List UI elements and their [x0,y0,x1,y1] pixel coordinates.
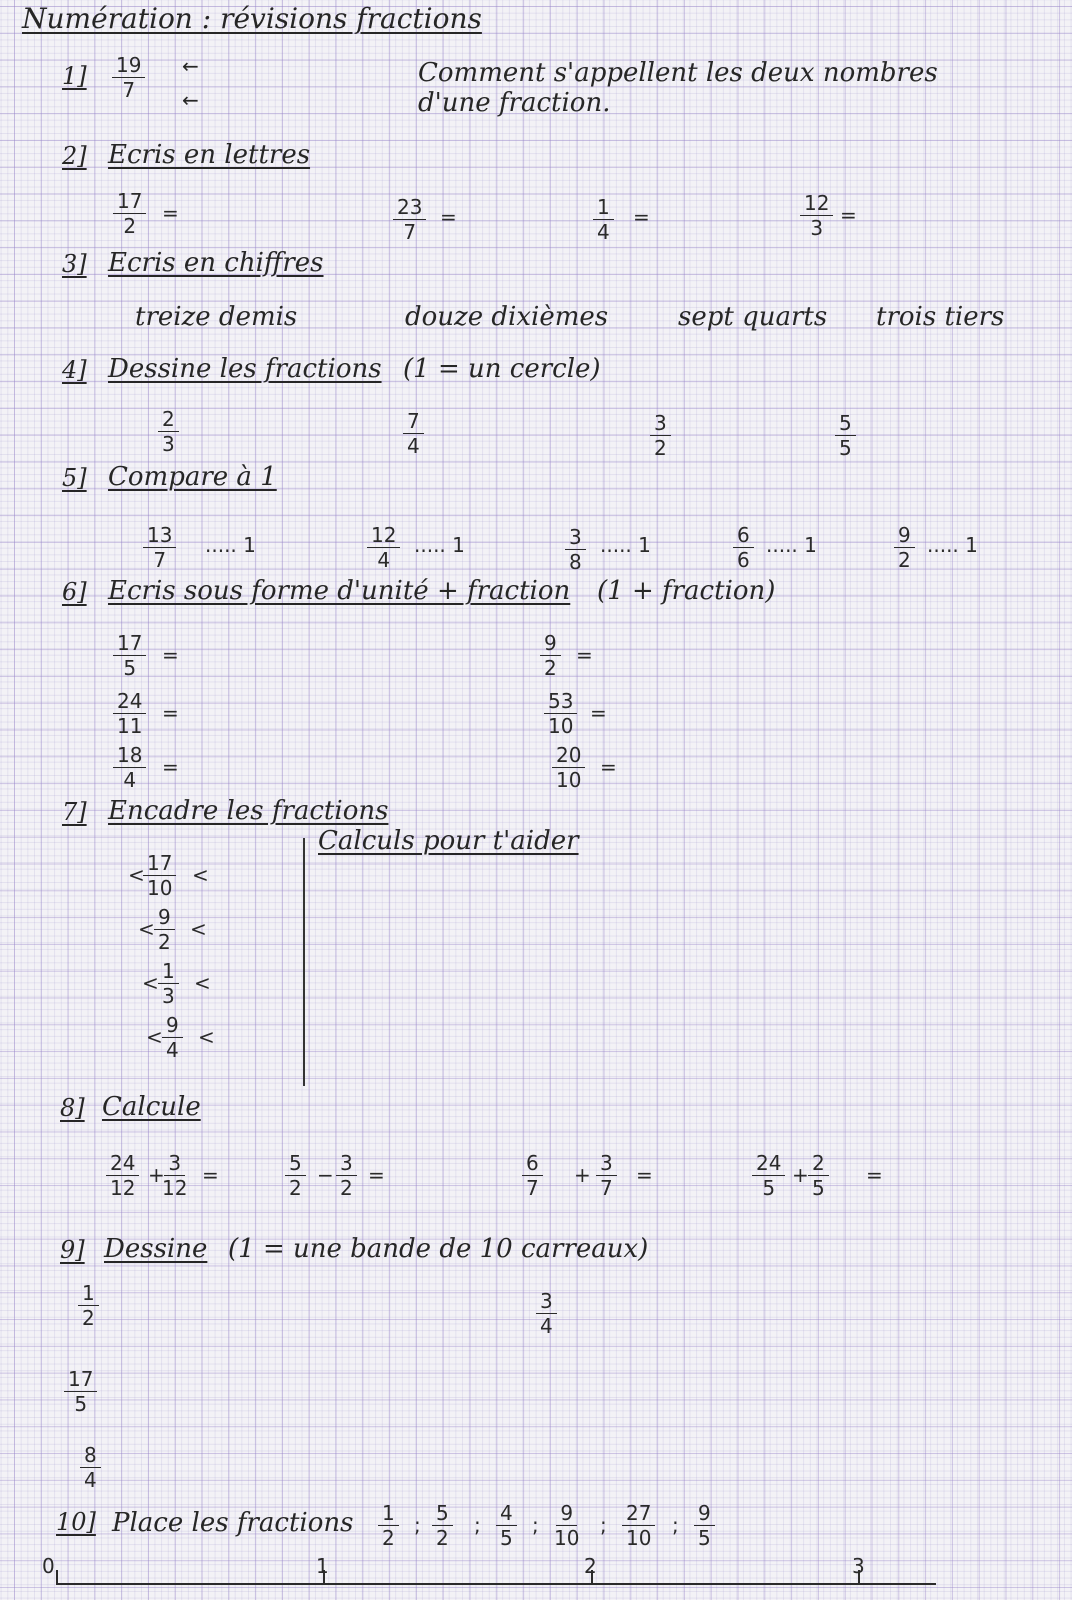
q5-number: 5] [62,464,87,492]
denominator: 2 [898,548,911,572]
q4-fraction [158,408,179,455]
numerator: 2 [158,408,179,432]
denominator: 2 [340,1176,353,1200]
number-line-label: 3 [852,1554,865,1578]
denominator: 4 [597,220,610,244]
numerator: 23 [393,196,426,220]
less-than-sign: < [192,863,209,887]
denominator: 2 [654,436,667,460]
q7-fraction [158,960,179,1007]
number-line [56,1583,936,1585]
numerator: 9 [540,632,561,656]
equals-sign: = [840,203,857,227]
numerator: 12 [800,192,833,216]
q8-label: Calcule [102,1092,201,1122]
denominator: 7 [403,220,417,244]
number-line-label: 2 [584,1554,597,1578]
numerator: 3 [650,412,671,436]
numerator: 13 [143,524,176,548]
number-line-label: 1 [316,1554,329,1578]
less-than-sign: < [146,1025,163,1049]
equals-sign: = [590,701,607,725]
operator-sign: − [317,1163,334,1187]
numerator: 1 [158,960,179,984]
q7-fraction [143,852,176,899]
equals-sign: = [202,1163,219,1187]
q8-fraction [596,1152,617,1199]
q9-fraction [80,1444,101,1491]
q4-fraction [403,410,424,457]
q9-fraction [64,1368,97,1415]
numerator: 5 [432,1502,453,1526]
q2-number: 2] [62,142,87,170]
numerator: 5 [835,412,856,436]
numerator: 24 [752,1152,785,1176]
denominator: 4 [407,434,420,458]
numerator: 18 [113,744,146,768]
denominator: 4 [123,768,137,792]
q1-number: 1] [62,62,87,90]
q4-note: (1 = un cercle) [403,354,601,384]
q6-label: Ecris sous forme d'unité + fraction [108,576,571,606]
denominator: 2 [289,1176,302,1200]
q9-label: Dessine [104,1234,208,1264]
q3-word: trois tiers [876,302,1005,332]
separator: ; [672,1513,679,1537]
denominator: 5 [762,1176,776,1200]
numerator: 9 [556,1502,577,1526]
q8-fraction [522,1152,543,1199]
separator: ; [474,1513,481,1537]
q3-label: Ecris en chiffres [108,248,324,278]
numerator: 1 [593,196,614,220]
numerator: 9 [694,1502,715,1526]
q7-fraction [154,906,175,953]
equals-sign: = [162,643,179,667]
denominator: 2 [436,1526,449,1550]
equals-sign: = [162,755,179,779]
q8-number: 8] [60,1094,85,1122]
compare-dots: ..... 1 [414,533,465,557]
q10-fraction [496,1502,517,1549]
q8-fraction [808,1152,829,1199]
q10-fraction [432,1502,453,1549]
q2-fraction [800,192,833,239]
numerator: 7 [403,410,424,434]
numerator: 17 [113,190,146,214]
equals-sign: = [866,1163,883,1187]
equals-sign: = [576,643,593,667]
compare-dots: ..... 1 [927,533,978,557]
page-title: Numération : révisions fractions [22,2,482,35]
numerator: 1 [378,1502,399,1526]
numerator: 3 [596,1152,617,1176]
denominator: 7 [600,1176,613,1200]
separator: ; [532,1513,539,1537]
denominator: 3 [162,984,175,1008]
q1-arrow-denominator-icon: ← [182,88,199,112]
denominator: 4 [84,1468,97,1492]
denominator: 7 [153,548,167,572]
numerator: 53 [544,690,577,714]
q9-fraction [78,1282,99,1329]
compare-dots: ..... 1 [766,533,817,557]
denominator: 2 [382,1526,395,1550]
number-line-label: 0 [42,1554,55,1578]
numerator: 17 [113,632,146,656]
denominator: 10 [556,768,582,792]
less-than-sign: < [190,917,207,941]
q10-label: Place les fractions [112,1508,354,1538]
q9-note: (1 = une bande de 10 carreaux) [228,1234,649,1264]
numerator: 27 [622,1502,655,1526]
equals-sign: = [636,1163,653,1187]
q4-label: Dessine les fractions [108,354,382,384]
denominator: 10 [548,714,574,738]
q7-fraction [162,1014,183,1061]
numerator: 20 [552,744,585,768]
operator-sign: + [574,1163,591,1187]
less-than-sign: < [142,971,159,995]
denominator: 3 [162,432,175,456]
q3-number: 3] [62,250,87,278]
q4-fraction [835,412,856,459]
denominator: 4 [377,548,391,572]
equals-sign: = [368,1163,385,1187]
denominator: 12 [162,1176,188,1200]
q1-question-line1: Comment s'appellent les deux nombres [418,58,938,88]
q8-fraction [336,1152,357,1199]
numerator: 3 [536,1290,557,1314]
denominator: 5 [698,1526,711,1550]
q6-note: (1 + fraction) [597,576,776,606]
denominator: 2 [123,214,137,238]
less-than-sign: < [198,1025,215,1049]
q5-label: Compare à 1 [108,462,277,492]
q5-fraction [367,524,400,571]
q4-fraction [650,412,671,459]
q9-number: 9] [60,1236,85,1264]
q9-fraction [536,1290,557,1337]
q3-word: sept quarts [678,302,828,332]
denominator: 5 [839,436,852,460]
q5-fraction [143,524,176,571]
q6-fraction [552,744,585,791]
separator: ; [600,1513,607,1537]
denominator: 4 [540,1314,553,1338]
denominator: 7 [526,1176,539,1200]
numerator: 1 [78,1282,99,1306]
numerator: 8 [80,1444,101,1468]
operator-sign: + [792,1163,809,1187]
equals-sign: = [633,205,650,229]
denominator: 8 [569,550,582,574]
equals-sign: = [600,755,617,779]
q10-fraction [622,1502,655,1549]
numerator: 24 [113,690,146,714]
q10-fraction [378,1502,399,1549]
q7-divider [303,838,305,1086]
q6-fraction [544,690,577,737]
less-than-sign: < [138,917,155,941]
denominator: 6 [737,548,750,572]
numerator: 24 [106,1152,139,1176]
denominator: 10 [554,1526,580,1550]
q2-fraction [113,190,146,237]
equals-sign: = [162,201,179,225]
denominator: 10 [626,1526,652,1550]
q1-question-line2: d'une fraction. [418,88,611,118]
q8-fraction [285,1152,306,1199]
q10-fraction [554,1502,579,1549]
q8-fraction [106,1152,139,1199]
q2-fraction [393,196,426,243]
q5-fraction [733,524,754,571]
q6-fraction [113,744,146,791]
q5-fraction [894,524,915,571]
q7-number: 7] [62,798,87,826]
numerator: 12 [367,524,400,548]
numerator: 9 [154,906,175,930]
numerator: 9 [894,524,915,548]
q2-label: Ecris en lettres [108,140,311,170]
q1-numerator: 19 [112,54,145,78]
denominator: 2 [158,930,171,954]
q1-arrow-numerator-icon: ← [182,54,199,78]
q6-fraction [113,690,146,737]
denominator: 3 [810,216,824,240]
numerator: 6 [522,1152,543,1176]
denominator: 5 [74,1392,88,1416]
denominator: 5 [812,1176,825,1200]
q6-fraction [540,632,561,679]
separator: ; [414,1513,421,1537]
denominator: 5 [500,1526,513,1550]
less-than-sign: < [194,971,211,995]
numerator: 6 [733,524,754,548]
q2-fraction [593,196,614,243]
numerator: 17 [143,852,176,876]
denominator: 2 [544,656,557,680]
q8-fraction [162,1152,187,1199]
numerator: 3 [565,526,586,550]
q6-fraction [113,632,146,679]
equals-sign: = [440,205,457,229]
q1-fraction [112,54,145,101]
numerator: 5 [285,1152,306,1176]
compare-dots: ..... 1 [205,533,256,557]
q4-number: 4] [62,356,87,384]
q5-fraction [565,526,586,573]
numerator: 3 [164,1152,185,1176]
compare-dots: ..... 1 [600,533,651,557]
number-line-tick [56,1570,58,1584]
q10-fraction [694,1502,715,1549]
denominator: 2 [82,1306,95,1330]
denominator: 10 [147,876,173,900]
numerator: 3 [336,1152,357,1176]
numerator: 2 [808,1152,829,1176]
q7-label: Encadre les fractions [108,796,389,826]
operator-sign: + [148,1163,165,1187]
q6-number: 6] [62,578,87,606]
q8-fraction [752,1152,785,1199]
less-than-sign: < [128,863,145,887]
q7-helper-label: Calculs pour t'aider [318,826,579,856]
denominator: 4 [166,1038,179,1062]
numerator: 9 [162,1014,183,1038]
denominator: 12 [110,1176,136,1200]
q10-number: 10] [56,1508,96,1536]
q1-denominator: 7 [122,78,136,102]
numerator: 4 [496,1502,517,1526]
q3-word: douze dixièmes [405,302,609,332]
denominator: 5 [123,656,137,680]
equals-sign: = [162,701,179,725]
denominator: 11 [117,714,143,738]
numerator: 17 [64,1368,97,1392]
q3-word: treize demis [135,302,298,332]
